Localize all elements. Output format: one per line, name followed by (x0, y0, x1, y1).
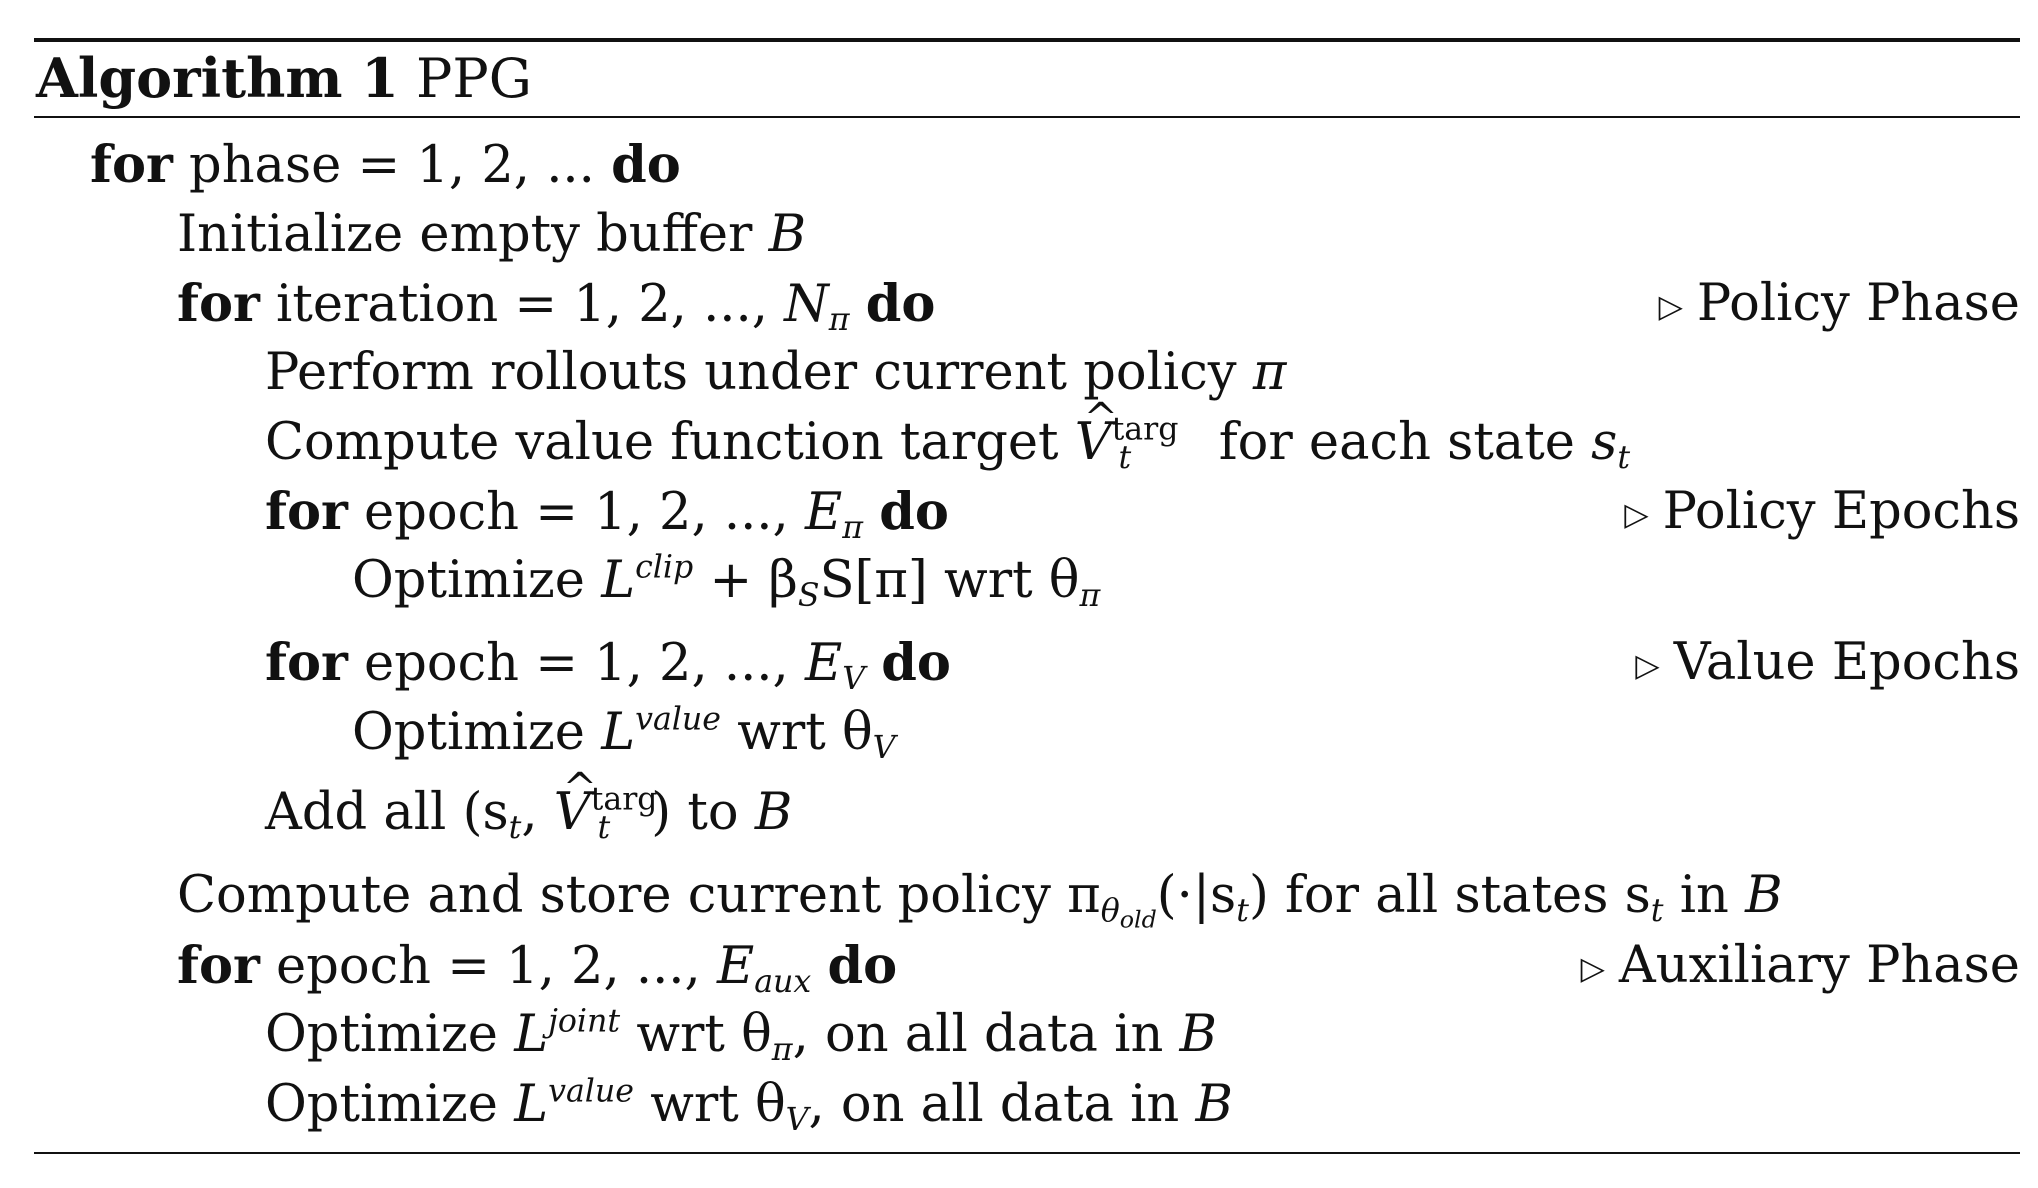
loop-bound-var: N (784, 275, 829, 334)
separator: , (521, 783, 554, 842)
for-keyword: for (265, 633, 348, 693)
statement-text-3: , on all data in (792, 1005, 1164, 1064)
loop-range: iteration = 1, 2, ..., (276, 275, 768, 334)
loop-bound-sub: aux (754, 963, 812, 1000)
statement-text: Optimize (352, 551, 585, 610)
value-target-sup: targ (590, 781, 658, 818)
buffer-var: B (1195, 1075, 1233, 1134)
algo-line-6 (265, 480, 949, 544)
comment-text: Value Epochs (1673, 633, 2020, 692)
theta-sub: π (1079, 577, 1101, 614)
value-target-var: ^ V (554, 781, 591, 845)
policy-sub: θold (1100, 892, 1157, 934)
loss-sup: joint (548, 1003, 621, 1040)
statement-text: Compute and store current policy π (177, 866, 1101, 925)
do-keyword: do (881, 633, 951, 693)
statement-text: Initialize empty buffer (177, 205, 753, 264)
value-target-sub: t (1118, 439, 1132, 476)
loop-bound-var: E (804, 634, 843, 693)
buffer-var: B (768, 205, 807, 264)
statement-text-2: for each state (1218, 413, 1575, 472)
theta-sub: V (872, 729, 896, 766)
statement-text: Optimize (265, 1005, 498, 1064)
do-keyword: do (879, 482, 949, 542)
algo-line-8 (265, 631, 951, 695)
value-target-sup: targ (1111, 411, 1179, 448)
loss-var: L (601, 551, 636, 610)
loop-bound-var: E (716, 937, 755, 996)
loop-range: epoch = 1, 2, ..., (364, 634, 789, 693)
loop-bound-sub: π (842, 509, 863, 546)
header-rule (34, 116, 2020, 118)
algo-line-14 (265, 1073, 1233, 1137)
for-keyword: for (177, 936, 260, 996)
comment-triangle-icon: ▷ (1624, 496, 1649, 533)
do-keyword: do (611, 135, 681, 195)
statement-text-3: ) for all states s (1248, 866, 1651, 925)
statement-text-3: ) to (651, 783, 739, 842)
loss-var: L (601, 703, 636, 762)
state-sub: t (508, 809, 522, 846)
state-sub-2: t (1650, 892, 1664, 929)
state-var: s (1591, 413, 1618, 472)
statement-text-3: S[π] wrt θ (819, 551, 1080, 610)
state-sub: t (1236, 892, 1249, 929)
theta-sub: V (785, 1101, 809, 1138)
loop-range: phase = 1, 2, ... (189, 136, 595, 195)
algo-line-2 (177, 203, 806, 267)
statement-text-2: wrt θ (737, 703, 873, 762)
comment-text: Policy Phase (1696, 274, 2020, 333)
beta-sub: S (797, 577, 820, 614)
statement-text-2: wrt θ (636, 1005, 772, 1064)
do-keyword: do (865, 274, 936, 334)
loss-sup: clip (635, 549, 694, 586)
comment-text: Policy Epochs (1662, 482, 2020, 541)
for-keyword: for (265, 482, 348, 542)
comment-triangle-icon: ▷ (1580, 950, 1605, 987)
algo-line-10 (265, 781, 792, 845)
statement-text-4: in (1679, 866, 1729, 925)
loss-var: L (514, 1005, 549, 1064)
buffer-var: B (754, 783, 793, 842)
value-target-sub: t (597, 809, 611, 846)
top-rule (34, 38, 2020, 42)
loop-bound-sub: V (842, 660, 866, 697)
loss-sup: value (635, 701, 721, 738)
algo-line-1 (90, 133, 681, 197)
algo-line-12 (177, 934, 897, 998)
algorithm-name: PPG (416, 47, 532, 110)
statement-text: Compute value function target (265, 413, 1059, 472)
for-keyword: for (90, 135, 173, 195)
loop-bound-sub: π (828, 301, 850, 338)
statement-text-3: , on all data in (808, 1075, 1180, 1134)
statement-text-2: (·|s (1156, 866, 1237, 925)
for-keyword: for (177, 274, 260, 334)
loop-range: epoch = 1, 2, ..., (276, 937, 701, 996)
comment-policy-epochs (1624, 480, 2020, 544)
policy-subsub: old (1119, 905, 1157, 934)
loop-range: epoch = 1, 2, ..., (364, 483, 789, 542)
algo-line-7 (352, 549, 1100, 613)
statement-text: Add all (s (265, 783, 509, 842)
comment-value-epochs (1635, 631, 2020, 695)
comment-auxiliary-phase (1581, 934, 2020, 998)
algo-line-4 (265, 341, 1286, 405)
algorithm-label: Algorithm 1 (36, 46, 399, 110)
algo-line-5 (265, 411, 1630, 475)
buffer-var: B (1745, 866, 1783, 925)
statement-text: Perform rollouts under current policy (265, 343, 1237, 402)
algo-line-11 (177, 864, 1783, 934)
bottom-rule (34, 1152, 2020, 1154)
buffer-var: B (1179, 1005, 1218, 1064)
comment-triangle-icon: ▷ (1635, 647, 1660, 684)
algorithm-header (36, 46, 532, 111)
theta-sub: π (771, 1031, 793, 1068)
policy-var: π (1252, 343, 1287, 402)
algo-line-9 (352, 701, 895, 765)
do-keyword: do (827, 936, 898, 996)
algo-line-3 (177, 272, 935, 336)
comment-text: Auxiliary Phase (1618, 936, 2020, 995)
comment-triangle-icon: ▷ (1658, 288, 1683, 325)
value-target-var: ^ V (1075, 411, 1112, 475)
algo-line-13 (265, 1003, 1217, 1067)
statement-text: Optimize (265, 1075, 498, 1134)
state-sub: t (1617, 439, 1631, 476)
loop-bound-var: E (804, 483, 843, 542)
loss-var: L (514, 1075, 549, 1134)
comment-policy-phase (1659, 272, 2020, 336)
loss-sup: value (548, 1073, 634, 1110)
statement-text: Optimize (352, 703, 585, 762)
statement-text-2: + β (709, 551, 798, 610)
statement-text-2: wrt θ (650, 1075, 786, 1134)
